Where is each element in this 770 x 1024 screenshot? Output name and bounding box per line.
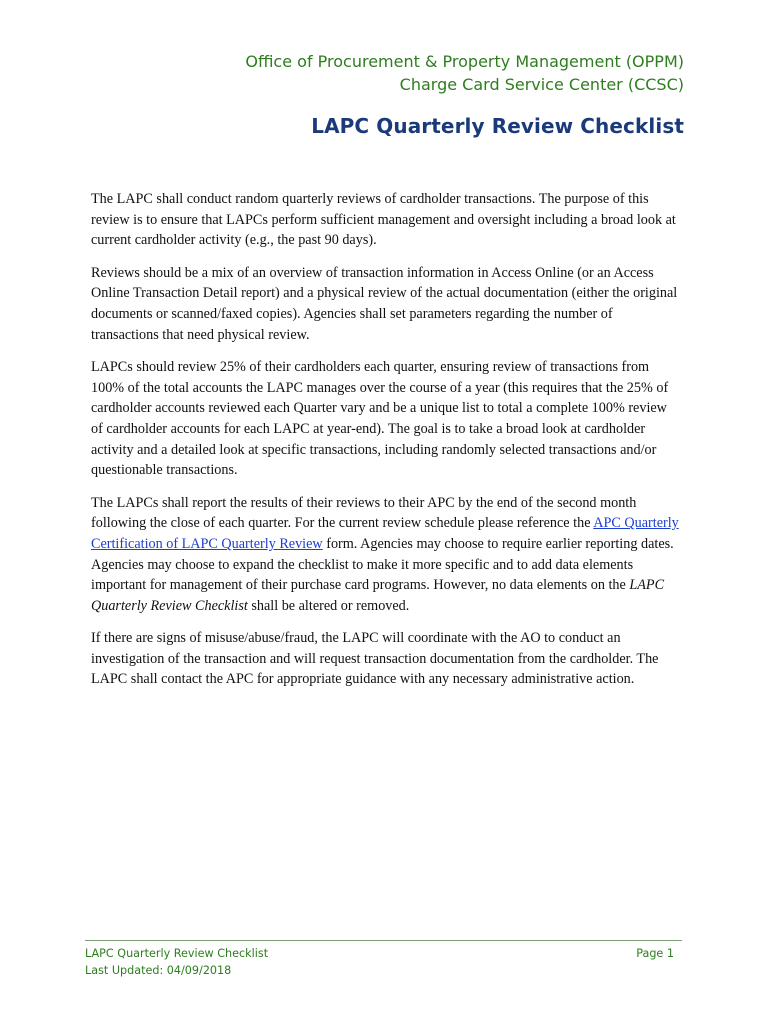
page-number: Page 1 xyxy=(636,947,674,960)
footer-doc-name: LAPC Quarterly Review Checklist xyxy=(85,947,269,960)
center-name: Charge Card Service Center (CCSC) xyxy=(399,75,684,94)
reporting-text-before: The LAPCs shall report the results of their reviews to their APC by the end of the second month following the close of each quarter. For the current review schedule please reference the xyxy=(91,494,637,532)
apc-certification-link[interactable]: APC Quarterly Certification of LAPC Quarterly Review xyxy=(91,515,679,552)
page-footer-left xyxy=(85,945,268,979)
page-header xyxy=(245,50,684,96)
reporting-paragraph xyxy=(91,493,681,555)
coverage-paragraph: LAPCs should review 25% of their cardholders each quarter, ensuring review of transactions from 100% of the total accounts the LAPC manages over the course of a year (this requires that the 25% of cardholder accounts reviewed each Quarter vary and be a unique list to total a complete 100% review of cardholder accounts for each LAPC at year-end). The goal is to take a broad look at cardholder activity and a detailed look at specific transactions, including randomly selected transactions and/or questionable transactions. xyxy=(91,359,669,479)
expand-paragraph xyxy=(91,555,681,617)
office-name: Office of Procurement & Property Management (OPPM) xyxy=(245,52,684,71)
intro-paragraph: The LAPC shall conduct random quarterly reviews of cardholder transactions. The purpose of this review is to ensure that LAPCs perform sufficient management and oversight including a broad look at current cardholder activity (e.g., the past 90 days). xyxy=(91,191,676,249)
misuse-paragraph: If there are signs of misuse/abuse/fraud, the LAPC will coordinate with the AO to conduct an investigation of the transaction and will request transaction documentation from the cardholder. The LAPC shall contact the APC for appropriate guidance with any necessary administrative action. xyxy=(91,630,659,688)
checklist-name-italic: LAPC Quarterly Review Checklist xyxy=(91,577,665,614)
reviews-paragraph: Reviews should be a mix of an overview of transaction information in Access Online (or an Access Online Transaction Detail report) and a physical review of the actual documentation (either the original documents or scanned/faxed copies). Agencies shall set parameters regarding the number of transactions that need physical review. xyxy=(91,264,678,343)
document-body xyxy=(91,189,681,702)
footer-last-updated: Last Updated: 04/09/2018 xyxy=(85,964,232,977)
footer-divider xyxy=(85,940,682,941)
page-title: LAPC Quarterly Review Checklist xyxy=(311,114,684,138)
reporting-text-after: form. Agencies may choose to require earlier reporting dates. xyxy=(322,535,674,552)
expand-text-before: Agencies may choose to expand the checklist to make it more specific and to add data elements important for management of their purchase card programs. However, no data elements on the xyxy=(91,556,634,594)
expand-text-after: shall be altered or removed. xyxy=(247,597,410,614)
